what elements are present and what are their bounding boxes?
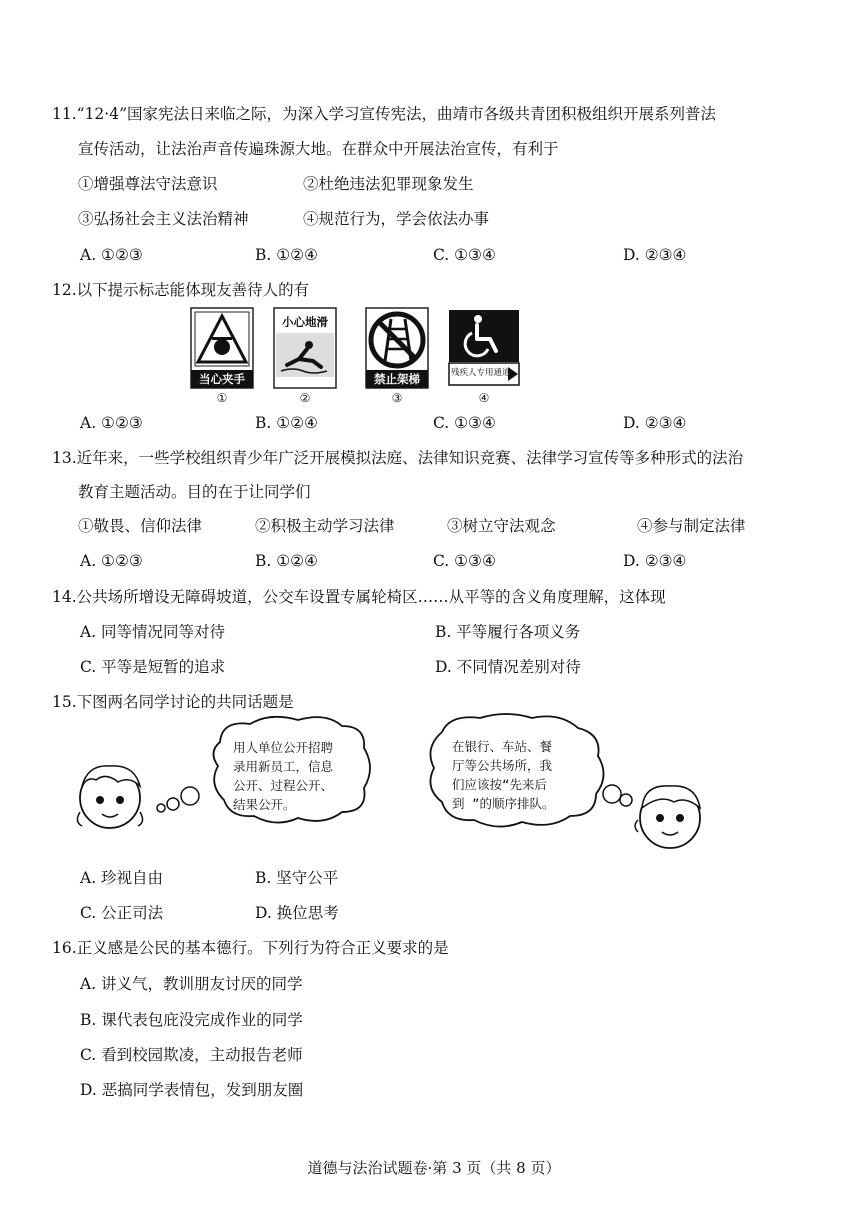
bubble-left-line-2: 录用新员工，信息: [233, 759, 334, 774]
q15-option-c[interactable]: C. 公正司法: [80, 904, 164, 922]
q14-option-a[interactable]: A. 同等情况同等对待: [80, 623, 226, 641]
sign-hand-pinch: [190, 307, 254, 389]
q16-option-a[interactable]: A. 讲义气，教训朋友讨厌的同学: [80, 975, 303, 993]
q16-stem: 16.正义感是公民的基本德行。下列行为符合正义要求的是: [52, 939, 449, 957]
q11-option-b[interactable]: B. ①②④: [255, 246, 318, 264]
q12-stem: 12.以下提示标志能体现友善待人的有: [52, 281, 310, 299]
q14-option-d[interactable]: D. 不同情况差别对待: [435, 658, 581, 676]
sign-4-label: 残疾人专用通道: [451, 368, 511, 378]
q16-option-d[interactable]: D. 恶搞同学表情包，发到朋友圈: [80, 1081, 304, 1099]
sign-3-number: ③: [391, 391, 403, 405]
bubble-right-line-2: 厅等公共场所，我: [452, 758, 553, 773]
sign-no-ladder: [365, 307, 429, 389]
q15-illustration: [70, 712, 710, 850]
q11-option-d[interactable]: D. ②③④: [623, 246, 687, 264]
q12-option-d[interactable]: D. ②③④: [623, 414, 687, 432]
q13-item-1: ①敬畏、信仰法律: [78, 517, 203, 535]
sign-wheelchair: [448, 307, 520, 389]
q13-option-c[interactable]: C. ①③④: [433, 552, 496, 570]
bubble-right-line-1: 在银行、车站、餐: [452, 739, 553, 754]
sign-3-label: 禁止架梯: [374, 372, 420, 386]
q13-option-d[interactable]: D. ②③④: [623, 552, 687, 570]
q14-option-c[interactable]: C. 平等是短暂的追求: [80, 658, 226, 676]
q15-option-b[interactable]: B. 坚守公平: [255, 869, 339, 887]
q13-stem-line1: 13.近年来，一些学校组织青少年广泛开展模拟法庭、法律知识竞赛、法律学习宣传等多种形式的法治: [52, 449, 744, 467]
sign-2-label: 小心地滑: [282, 315, 328, 329]
q11-stem-line2: 宣传活动，让法治声音传遍珠源大地。在群众中开展法治宣传，有利于: [78, 140, 559, 158]
q13-item-4: ④参与制定法律: [637, 517, 746, 535]
q12-option-c[interactable]: C. ①③④: [433, 414, 496, 432]
bubble-left-line-4: 结果公开。: [233, 797, 296, 812]
sign-2-number: ②: [299, 391, 311, 405]
q11-option-a[interactable]: A. ①②③: [80, 246, 143, 264]
q12-option-b[interactable]: B. ①②④: [255, 414, 318, 432]
sign-4-number: ④: [478, 391, 490, 405]
q11-stem-line1: 11.“12·4”国家宪法日来临之际，为深入学习宣传宪法，曲靖市各级共青团积极组织开展系列普法: [52, 105, 717, 123]
q16-option-c[interactable]: C. 看到校园欺凌，主动报告老师: [80, 1046, 303, 1064]
page-footer: 道德与法治试题卷·第 3 页（共 8 页）: [307, 1159, 561, 1177]
q12-option-a[interactable]: A. ①②③: [80, 414, 143, 432]
q13-option-a[interactable]: A. ①②③: [80, 552, 143, 570]
q11-item-4: ④规范行为，学会依法办事: [303, 210, 490, 228]
q13-stem-line2: 教育主题活动。目的在于让同学们: [78, 483, 311, 501]
sign-1-number: ①: [216, 391, 228, 405]
bubble-right-line-4: 到 ”的顺序排队。: [452, 796, 555, 811]
q13-item-2: ②积极主动学习法律: [255, 517, 395, 535]
q11-item-1: ①增强尊法守法意识: [78, 175, 218, 193]
q15-option-a[interactable]: A. 珍视自由: [80, 869, 164, 887]
q13-item-3: ③树立守法观念: [447, 517, 556, 535]
q11-item-2: ②杜绝违法犯罪现象发生: [303, 175, 474, 193]
q16-option-b[interactable]: B. 课代表包庇没完成作业的同学: [80, 1011, 303, 1029]
left-child-icon: [77, 766, 142, 828]
sign-slippery: [273, 307, 337, 389]
q14-option-b[interactable]: B. 平等履行各项义务: [435, 623, 581, 641]
q13-option-b[interactable]: B. ①②④: [255, 552, 318, 570]
q11-option-c[interactable]: C. ①③④: [433, 246, 496, 264]
bubble-left-line-1: 用人单位公开招聘: [233, 740, 334, 755]
bubble-left-line-3: 公开、过程公开、: [233, 778, 334, 793]
bubble-right-line-3: 们应该按“先来后: [452, 777, 548, 792]
q11-item-3: ③弘扬社会主义法治精神: [78, 210, 249, 228]
q15-option-d[interactable]: D. 换位思考: [255, 904, 339, 922]
q14-stem: 14.公共场所增设无障碍坡道，公交车设置专属轮椅区……从平等的含义角度理解，这体现: [52, 588, 666, 606]
right-child-icon: [635, 786, 700, 848]
q15-stem: 15.下图两名同学讨论的共同话题是: [52, 693, 294, 711]
sign-1-label: 当心夹手: [199, 372, 245, 386]
